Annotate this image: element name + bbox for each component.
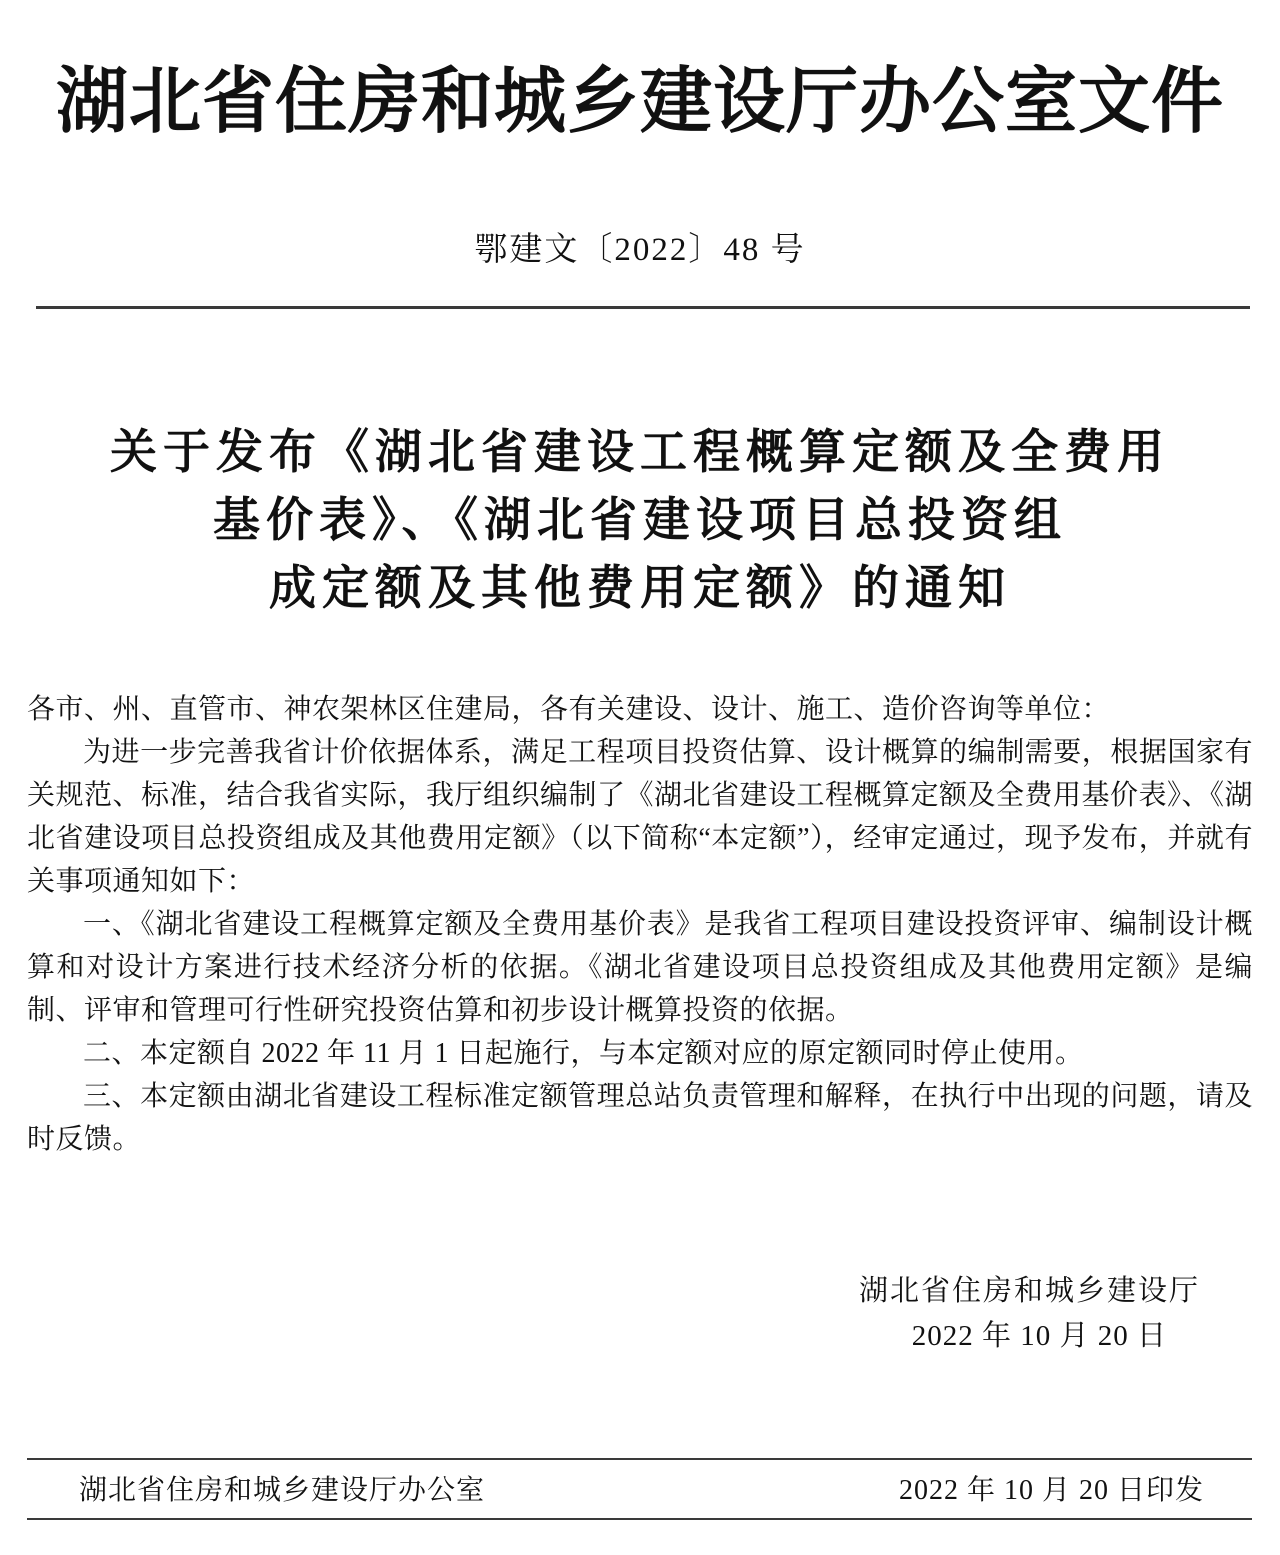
notice-title-line-3: 成定额及其他费用定额》的通知 bbox=[269, 561, 1011, 614]
footer-row bbox=[27, 1472, 1252, 1510]
footer-issuing-office: 湖北省住房和城乡建设厅办公室 bbox=[79, 1475, 486, 1506]
signature-organization: 湖北省住房和城乡建设厅 bbox=[858, 1275, 1200, 1307]
footer-rule-top bbox=[27, 1458, 1252, 1460]
body-paragraph-intro: 为进一步完善我省计价依据体系，满足工程项目投资估算、设计概算的编制需要，根据国家有关规范、标准，结合我省实际，我厅组织编制了《湖北省建设工程概算定额及全费用基价表》、《湖北省建设项目总投资组成及其他费用定额》（以下简称“本定额”），经审定通过，现予发布，并就有关事项通知如下： bbox=[27, 737, 1254, 897]
signature-date: 2022 年 10 月 20 日 bbox=[911, 1320, 1167, 1352]
header-separator-rule bbox=[36, 306, 1250, 309]
notice-body bbox=[27, 688, 1253, 1161]
document-org-title: 湖北省住房和城乡建设厅办公室文件 bbox=[55, 62, 1224, 142]
body-paragraph-item-1: 一、《湖北省建设工程概算定额及全费用基价表》是我省工程项目建设投资评审、编制设计概算和对设计方案进行技术经济分析的依据。《湖北省建设项目总投资组成及其他费用定额》是编制、评审和管理可行性研究投资估算和初步设计概算投资的依据。 bbox=[27, 909, 1253, 1026]
body-paragraph-item-2: 二、本定额自 2022 年 11 月 1 日起施行，与本定额对应的原定额同时停止使用。 bbox=[83, 1038, 1084, 1069]
footer-print-date: 2022 年 10 月 20 日印发 bbox=[898, 1475, 1204, 1506]
notice-title-line-1: 关于发布《湖北省建设工程概算定额及全费用 bbox=[110, 425, 1170, 478]
document-number: 鄂建文〔2022〕48 号 bbox=[474, 232, 806, 268]
body-paragraph-item-3: 三、本定额由湖北省建设工程标准定额管理总站负责管理和解释，在执行中出现的问题，请及时反馈。 bbox=[27, 1081, 1253, 1155]
notice-title bbox=[0, 418, 1280, 622]
notice-title-line-2: 基价表》、《湖北省建设项目总投资组 bbox=[213, 493, 1067, 546]
salutation-line: 各市、州、直管市、神农架林区住建局，各有关建设、设计、施工、造价咨询等单位： bbox=[27, 694, 1111, 725]
footer-rule-bottom bbox=[27, 1518, 1252, 1520]
